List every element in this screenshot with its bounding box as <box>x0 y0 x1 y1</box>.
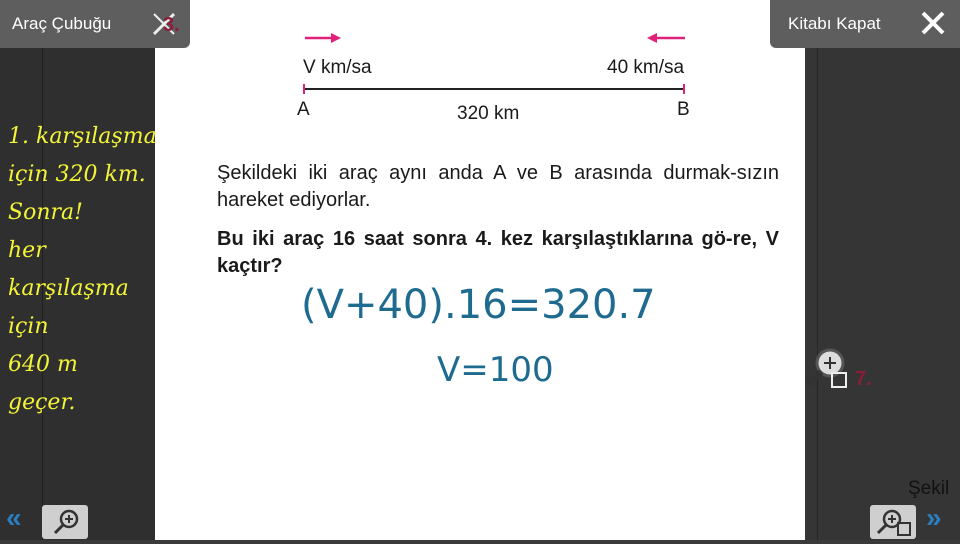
arrow-right-icon <box>331 33 341 43</box>
zoom-page-icon <box>42 505 88 539</box>
close-icon[interactable] <box>920 10 946 36</box>
question-text: Şekildeki iki araç aynı anda A ve B arasında durmak-sızın hareket ediyorlar. <box>217 162 779 211</box>
handwritten-equation: (V+40).16=320.7 <box>301 282 656 328</box>
zoom-page-icon <box>870 505 916 539</box>
question-number: 7. <box>855 368 872 390</box>
point-a-label: A <box>297 99 310 120</box>
handwritten-result: V=100 <box>437 350 554 390</box>
book-page <box>155 0 805 540</box>
zoom-question-icon[interactable] <box>800 345 852 391</box>
handwritten-notes: 1. karşılaşma için 320 km. Sonra! her karşılaşma için 640 m geçer. <box>8 124 157 415</box>
distance-label: 320 km <box>457 103 520 124</box>
speed-a-label: V km/sa <box>303 57 372 78</box>
zoom-button-left[interactable] <box>42 505 88 539</box>
motion-diagram <box>155 0 805 150</box>
close-book-button[interactable] <box>770 0 960 48</box>
arrow-left-icon <box>647 33 657 43</box>
next-page-peek-text: Şekil <box>908 478 950 499</box>
zoom-button-right[interactable] <box>870 505 916 539</box>
point-b-label: B <box>677 99 690 120</box>
question-bold-text: Bu iki araç 16 saat sonra 4. kez karşılaştıklarına gö-re, V kaçtır? <box>217 228 779 277</box>
right-margin-panel <box>805 0 960 540</box>
previous-page-icon[interactable]: « <box>6 502 22 533</box>
toolbar-label: Araç Çubuğu <box>12 14 112 33</box>
next-page-icon[interactable]: » <box>926 502 942 533</box>
close-book-label: Kitabı Kapat <box>788 14 881 33</box>
speed-b-label: 40 km/sa <box>607 57 685 78</box>
page-number: 3. <box>163 14 180 36</box>
